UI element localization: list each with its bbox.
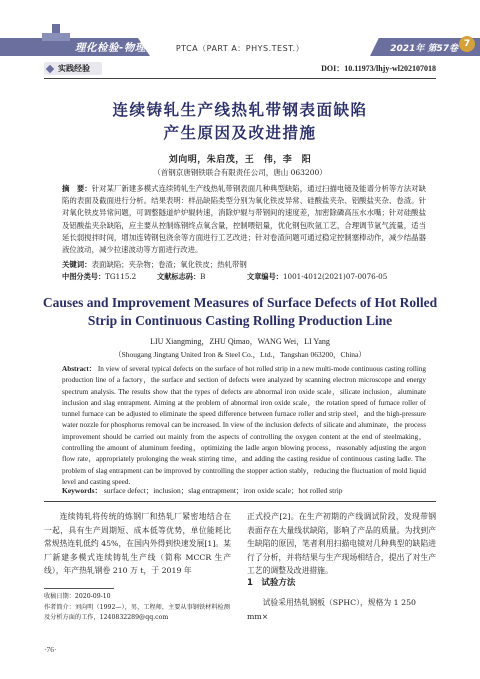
year-volume: 2021年 第57卷	[390, 44, 458, 54]
title-zh-line-1: 连续铸轧生产线热轧带钢表面缺陷	[112, 101, 368, 119]
affiliation-zh: （首钢京唐钢铁联合有限责任公司，唐山 063200）	[153, 168, 327, 177]
journal-part-label: PTCA（PART A：PHYS.TEST.）	[175, 44, 305, 53]
body-right-paragraph: 正式投产[2]。在生产初期的产线调试阶段，发现带钢表面存在大量线状缺陷，影响了产品的质量。为找到产生缺陷的原因，笔者利用扫描电镜对几种典型的缺陷进行了分析，并将结果与生产现场相结合，提出了对生产工艺的调整及改进措施。	[247, 512, 436, 576]
keywords-en	[62, 485, 426, 496]
abstract-divider	[44, 501, 436, 502]
page-number: ·76·	[44, 645, 57, 654]
footnote-divider	[44, 588, 114, 589]
abstract-en	[62, 364, 426, 488]
title-zh-line-2: 产生原因及改进措施	[163, 124, 317, 142]
keywords-zh	[62, 259, 247, 270]
abstract-en-text: In view of several typical defects on the surface of hot rolled strip in a new multi-mode continuous casting rolling production line of a factory，the surface and section of defects were analyzed by scanning electron microscope and energy spectrum analysis. The results show that the types of defects are abnormal iron oxide scale，silicate inclusion，aluminate inclusion and slag entrapment. Aiming at the problem of abnormal iron oxide scale，the rotation speed of furnace roller of tunnel furnace can be adjusted to eliminate the speed difference between furnace roller and strip steel，and the high-pressure water nozzle for phosphorus removal can be increased. In view of the inclusion defects of silicate and aluminate，the process improvement should be carried out mainly from the aspects of controlling the oxygen content at the end of steelmaking，controlling the amount of aluminum feeding，optimizing the ladle argon blowing process，reasonably adjusting the argon flow rate，appropriately prolonging the weak stirring time，and adding the casting residue of continuous casting ladle. The problem of slag entrapment can be improved by controlling the stopper action stably，reducing the fluctuation of mold liquid level and casting speed.	[62, 365, 427, 486]
authors-en: LIU Xiangming，ZHU Qimao，WANG Wei，LI Yang	[150, 337, 330, 346]
abstract-zh	[62, 183, 426, 256]
footnote-author: 作者简介：刘向明（1992—），男，工程师，主要从事钢铁材料检测及分析方面的工作，1240832289@qq.com	[44, 604, 230, 621]
section-tag: 实践经验	[58, 64, 90, 73]
keywords-zh-label: 关键词：	[62, 260, 92, 269]
affiliation-en: （Shougang Jingtang United Iron & Steel Co.，Ltd.，Tangshan 063200，China）	[114, 350, 366, 359]
doi: DOI：10.11973/lhjy-wl202107018	[321, 64, 436, 73]
footnote-received: 收稿日期：2020-09-10	[44, 593, 111, 600]
article-number-label: 文章编号：	[247, 272, 283, 281]
clc-label: 中图分类号：	[62, 272, 106, 281]
keywords-en-text: surface defect；inclusion；slag entrapment；iron oxide scale；hot rolled strip	[103, 486, 343, 495]
top-divider	[44, 78, 436, 79]
keywords-en-label: Keywords：	[62, 486, 102, 495]
issue-badge: 7	[459, 36, 475, 52]
abstract-zh-text: 针对某厂新建多模式连续铸轧生产线热轧带钢表面几种典型缺陷，通过扫描电镜及能谱分析等方法对缺陷的表面及截面进行分析。结果表明：样品缺陷类型分别为氧化铁皮异常、硅酸盐夹杂、铝酸盐夹杂、卷渣。针对氧化铁皮异常问题，可调整隧道炉炉辊转速，消除炉辊与带钢间的速度差，加密除磷高压水水嘴；针对硅酸盐及铝酸盐夹杂缺陷，应主要从控制炼钢终点氧含量，控制喂铝量，优化钢包吹氩工艺，合理调节氩气流量，适当延长弱搅拌时间，增加连铸钢包浇余等方面进行工艺改进；针对卷渣问题可通过稳定控制塞棒动作，减少结晶器液位波动，减少拉速波动等方面进行改进。	[62, 184, 426, 255]
abstract-zh-label: 摘 要：	[62, 184, 92, 193]
authors-zh: 刘向明，朱启茂，王 伟，李 阳	[168, 155, 312, 165]
journal-name: 理化检验-物理分册	[75, 42, 168, 54]
doc-code-label: 文献标志码：	[157, 272, 201, 281]
section-1-body: 试验采用热轧钢板（SPHC），规格为 1 250 mm×	[247, 598, 417, 621]
article-number-value: 1001-4012(2021)07-0076-05	[282, 272, 388, 281]
abstract-en-label: Abstract：	[62, 365, 97, 373]
doc-code-value: B	[200, 272, 206, 281]
body-left-paragraph: 连续铸轧将传统的炼钢厂和热轧厂紧密地结合在一起，具有生产周期短、成本低等优势，单位能耗比常规热连轧低约 45%，在国内外得到快速发展[1]。某厂新建多模式连续铸轧生产线（简称 MCCR 生产线），年产热轧钢卷 210 万 t，于 2019 年	[44, 512, 231, 576]
keywords-zh-text: 表面缺陷；夹杂物；卷渣；氧化铁皮；热轧带钢	[91, 260, 247, 269]
clc-value: TG115.2	[105, 272, 137, 281]
section-1-title: 1 试验方法	[247, 578, 296, 588]
title-en-line-2: Strip in Continuous Casting Rolling Production Line	[87, 313, 393, 328]
title-en-line-1: Causes and Improvement Measures of Surface Defects of Hot Rolled	[42, 295, 438, 310]
